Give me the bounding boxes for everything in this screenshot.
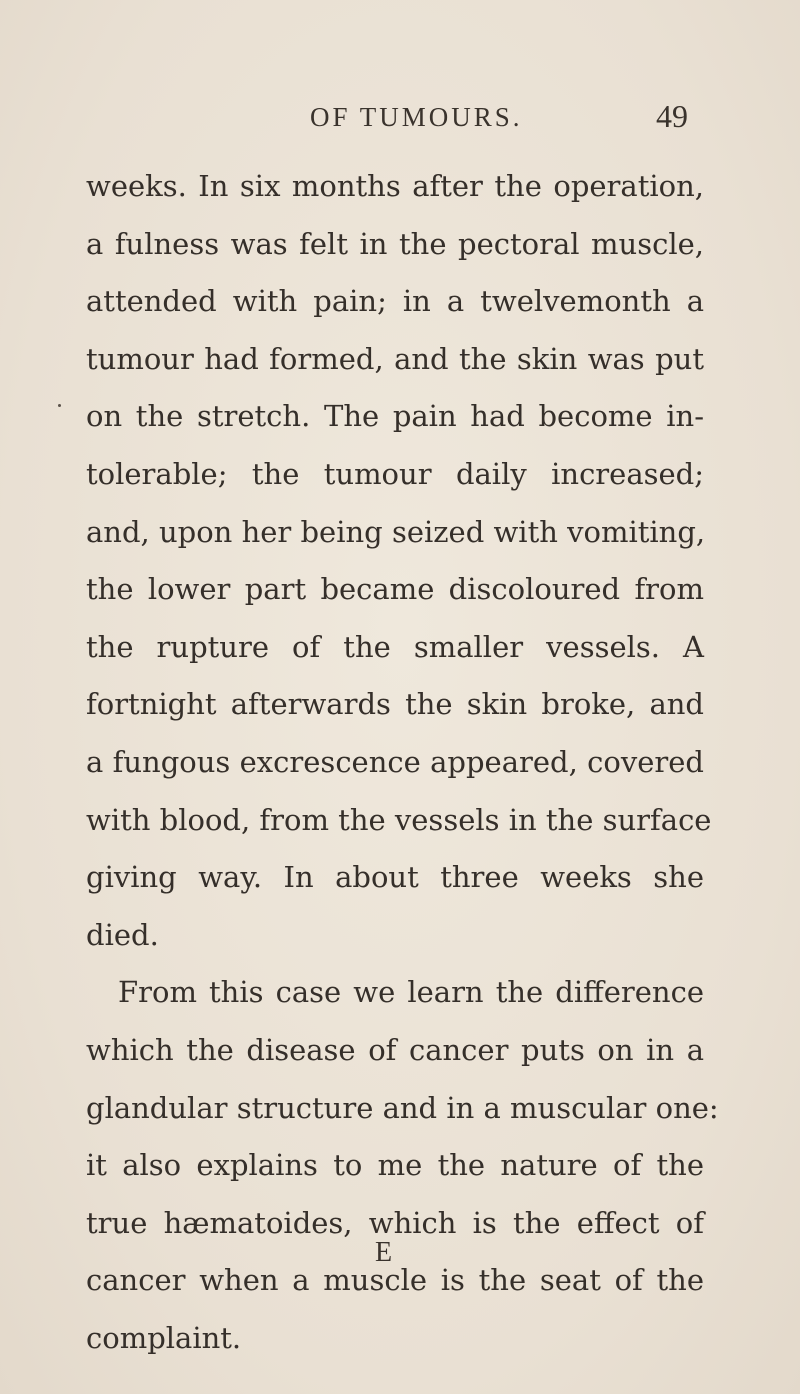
text-line: true hæmatoides, which is the effect of — [86, 1205, 704, 1240]
text-line: glandular structure and in a muscular one: — [86, 1090, 719, 1125]
text-line: died. — [86, 917, 159, 952]
text-line: a fungous excrescence appeared, covered — [86, 744, 704, 779]
text-line: it also explains to me the nature of the — [86, 1148, 704, 1183]
text-line: a fulness was felt in the pectoral muscle, — [86, 226, 704, 261]
text-line: weeks. In six months after the operation, — [86, 169, 704, 203]
running-title: OF TUMOURS. — [310, 102, 523, 132]
text-line: which the disease of cancer puts on in a — [86, 1032, 704, 1067]
text-line: complaint. — [86, 1320, 242, 1355]
text-line: the rupture of the smaller vessels. A — [86, 629, 704, 664]
body-text — [86, 158, 719, 1367]
text-line: From this case we learn the difference — [118, 975, 704, 1010]
text-line: attended with pain; in a twelvemonth a — [86, 284, 704, 319]
signature-mark: E — [375, 1237, 393, 1268]
running-head — [0, 100, 800, 140]
text-line: the lower part became discoloured from — [86, 572, 704, 607]
text-line: on the stretch. The pain had become in- — [86, 399, 704, 434]
paper-speck — [58, 404, 61, 407]
text-line: fortnight afterwards the skin broke, and — [86, 687, 704, 722]
page-number: 49 — [656, 98, 688, 134]
text-line: tumour had formed, and the skin was put — [86, 341, 704, 376]
text-line: cancer when a muscle is the seat of the — [86, 1263, 704, 1298]
text-line: giving way. In about three weeks she — [86, 860, 704, 895]
text-line: and, upon her being seized with vomiting, — [86, 514, 706, 549]
text-line: tolerable; the tumour daily increased; — [86, 456, 704, 491]
text-line: with blood, from the vessels in the surface — [86, 802, 712, 837]
